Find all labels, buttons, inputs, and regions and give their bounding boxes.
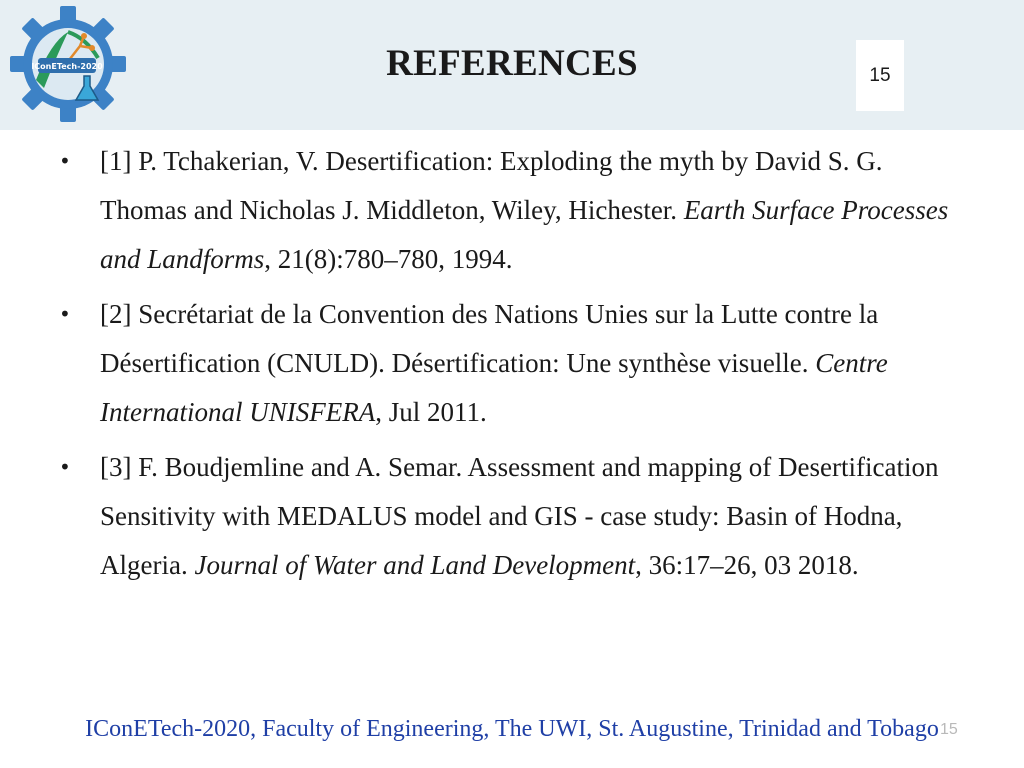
- reference-journal: Centre International UNISFERA: [100, 348, 888, 427]
- reference-journal: Journal of Water and Land Development: [194, 550, 636, 580]
- reference-item: [56, 137, 956, 284]
- reference-details: , 21(8):780–780, 1994.: [264, 244, 513, 274]
- footer-text: IConETech-2020, Faculty of Engineering, The UWI, St. Augustine, Trinidad and Tobago: [85, 716, 939, 742]
- bullet-icon: •: [59, 149, 71, 173]
- reference-text: [3] F. Boudjemline and A. Semar. Assessment and mapping of Desertification Sensitivity with MEDALUS model and GIS - case study: Basin of Hodna, Algeria.: [100, 452, 939, 580]
- slide-number-box: 15: [856, 40, 904, 111]
- reference-text: [2] Secrétariat de la Convention des Nations Unies sur la Lutte contre la Désertification (CNULD). Désertification: Une synthèse visuelle.: [100, 299, 879, 378]
- footer-page-number: 15: [940, 721, 958, 738]
- reference-list: [56, 137, 956, 596]
- bullet-icon: •: [59, 302, 71, 326]
- reference-text: [1] P. Tchakerian, V. Desertification: Exploding the myth by David S. G. Thomas and Nicholas J. Middleton, Wiley, Hichester.: [100, 146, 883, 225]
- bullet-icon: •: [59, 455, 71, 479]
- reference-item: [56, 443, 956, 590]
- page-title: REFERENCES: [386, 43, 638, 84]
- reference-journal: Earth Surface Processes and Landforms: [100, 195, 949, 274]
- logo-text: IConETech-2020: [31, 62, 103, 71]
- reference-details: , Jul 2011.: [375, 397, 487, 427]
- reference-details: , 36:17–26, 03 2018.: [635, 550, 859, 580]
- reference-item: [56, 290, 956, 437]
